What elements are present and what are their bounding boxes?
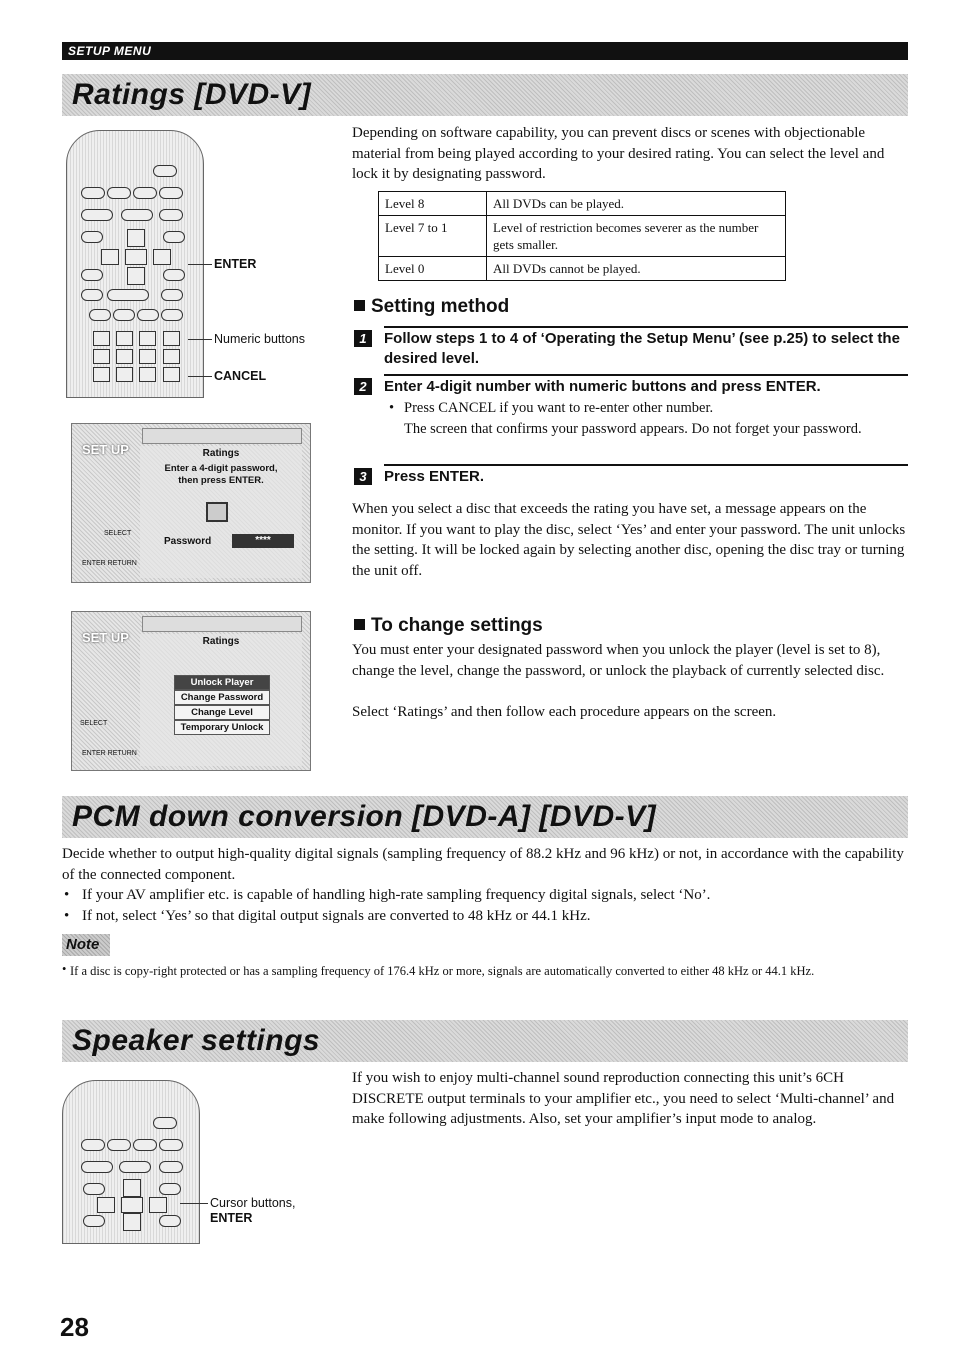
password-label: Password xyxy=(164,536,212,547)
remote-illustration xyxy=(66,130,204,398)
enter-return-label: ENTER RETURN xyxy=(82,560,137,567)
select-label-2: SELECT xyxy=(80,720,108,727)
step-text: Follow steps 1 to 4 of ‘Operating the Setup Menu’ (see p.25) to select the desired level. xyxy=(384,330,900,367)
table-cell-level: Level 0 xyxy=(379,257,487,281)
table-cell-desc: Level of restriction becomes severer as the number gets smaller. xyxy=(487,216,786,257)
section-header-bar xyxy=(62,42,908,60)
cancel-label: CANCEL xyxy=(214,369,267,383)
menu-item-change-level: Change Level xyxy=(174,705,270,720)
screen-title-2: Ratings xyxy=(202,636,240,647)
step-text: Press ENTER. xyxy=(384,468,485,485)
setting-method-after: When you select a disc that exceeds the rating you have set, a message appears on the monitor. If you want to play the disc, select ‘Yes’ and enter your password. The unit unlocks the setting. It will be locked again by selecting another disc, opening the disc tray or turning the unit off. xyxy=(352,501,906,579)
table-row xyxy=(379,257,786,281)
pcm-note: If a disc is copy-right protected or has a sampling frequency of 176.4 kHz or more, signals are automatically converted to either 48 kHz or 44.1 kHz. xyxy=(70,964,815,978)
speaker-enter-label: ENTER xyxy=(210,1211,253,1225)
speaker-text: If you wish to enjoy multi-channel sound reproduction connecting this unit’s 6CH DISCRETE output terminals to your amplifier etc., you need to select ‘Multi-channel’ and make following adjustments. Also, set your amplifier’s input mode to analog. xyxy=(352,1070,895,1127)
menu-item-change-password: Change Password xyxy=(174,690,270,705)
enter-label: ENTER xyxy=(214,257,257,271)
ratings-intro: Depending on software capability, you can prevent discs or scenes with objectionable material from being played according to your desired rating. You can select the level and lock it by designating password. xyxy=(352,125,885,182)
select-label: SELECT xyxy=(104,530,132,537)
change-settings-heading: To change settings xyxy=(354,615,543,637)
pcm-intro: Decide whether to output high-quality digital signals (sampling frequency of 88.2 kHz and 96 kHz) or not, in accordance with the capability of the connected component. xyxy=(62,846,904,883)
unlock-icon xyxy=(206,502,228,522)
remote-illustration-2 xyxy=(62,1080,200,1244)
change-settings-p1: You must enter your designated password when you unlock the player (level is set to 8), change the level, change the password, or unlock the playback of currently selected disc. xyxy=(352,642,885,679)
screen-title: Ratings xyxy=(202,448,240,459)
table-row xyxy=(379,192,786,216)
table-cell-desc: All DVDs can be played. xyxy=(487,192,786,216)
screen-prompt-line2: then press ENTER. xyxy=(178,475,264,486)
step-text: Enter 4-digit number with numeric buttons and press ENTER. xyxy=(384,378,821,395)
menu-item-temporary-unlock: Temporary Unlock xyxy=(174,720,270,735)
enter-return-label-2: ENTER RETURN xyxy=(82,750,137,757)
step-3 xyxy=(354,467,908,489)
step-number: 3 xyxy=(354,468,372,485)
step-2 xyxy=(354,377,908,399)
password-field: **** xyxy=(232,534,294,548)
step-number: 1 xyxy=(354,330,372,347)
change-settings-p2: Select ‘Ratings’ and then follow each procedure appears on the screen. xyxy=(352,704,777,720)
pcm-title: PCM down conversion [DVD-A] [DVD-V] xyxy=(62,796,908,838)
table-row xyxy=(379,216,786,257)
pcm-bullet-2: If not, select ‘Yes’ so that digital output signals are converted to 48 kHz or 44.1 kHz. xyxy=(82,908,591,924)
step-1 xyxy=(354,329,908,375)
step-number: 2 xyxy=(354,378,372,395)
password-screen xyxy=(71,423,311,583)
cursor-buttons-label: Cursor buttons, xyxy=(210,1196,296,1210)
numeric-buttons-label: Numeric buttons xyxy=(214,332,306,346)
setup-label: SET UP xyxy=(82,442,129,457)
section-header-label: SETUP MENU xyxy=(68,44,152,58)
table-cell-desc: All DVDs cannot be played. xyxy=(487,257,786,281)
table-cell-level: Level 8 xyxy=(379,192,487,216)
setting-method-heading: Setting method xyxy=(354,296,509,318)
pcm-bullet-1: If your AV amplifier etc. is capable of handling high-rate sampling frequency digital signals, select ‘No’. xyxy=(82,887,711,903)
screen-prompt-line1: Enter a 4-digit password, xyxy=(164,463,278,474)
ratings-level-table xyxy=(378,191,786,281)
step-2-bullet: Press CANCEL if you want to re-enter other number. xyxy=(404,400,714,416)
page-number: 28 xyxy=(60,1312,89,1342)
menu-item-unlock-player: Unlock Player xyxy=(174,675,270,690)
speaker-title: Speaker settings xyxy=(62,1020,908,1062)
table-cell-level: Level 7 to 1 xyxy=(379,216,487,257)
ratings-title: Ratings [DVD-V] xyxy=(62,74,908,116)
setup-label-2: SET UP xyxy=(82,630,129,645)
note-label: Note xyxy=(62,934,110,956)
step-2-bullet-cont: The screen that confirms your password appears. Do not forget your password. xyxy=(404,421,862,437)
